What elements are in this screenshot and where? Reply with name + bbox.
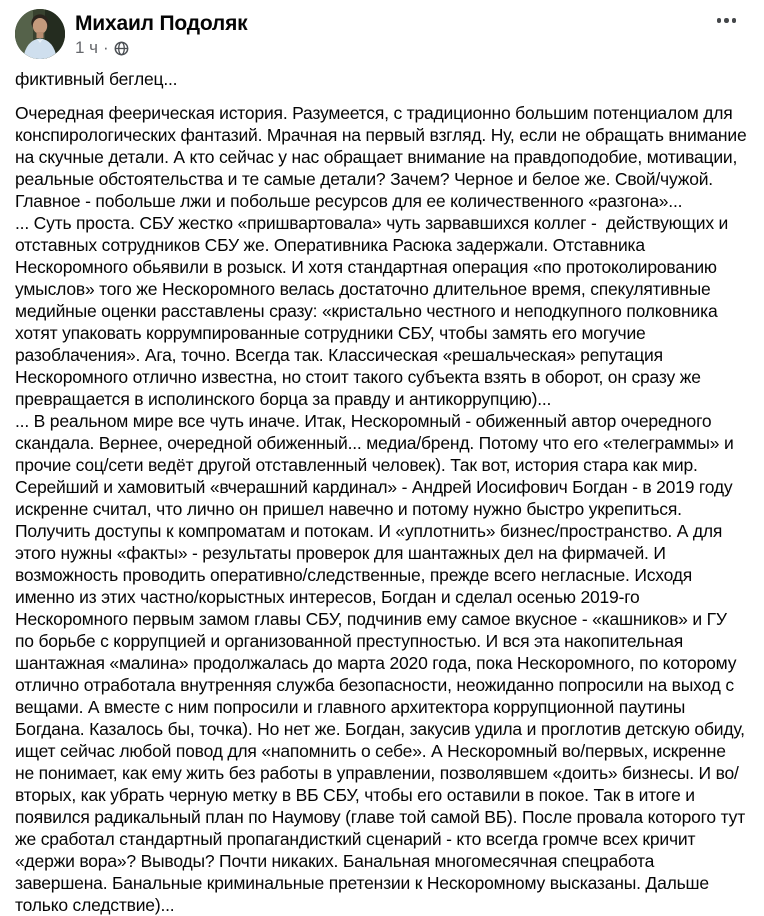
- post-paragraph: ... В реальном мире все чуть иначе. Итак, Нескоромный - обиженный автор очередного скандала. Вернее, очередной обиженный... медиа/бренд. Потому что его «телеграммы» и прочие соц/сети ведёт другой отставленный человек). Так вот, история стара как мир. Серейший и хамовитый «вчерашний кардинал» - Андрей Иосифович Богдан - в 2019 году искренне считал, что лично он пришел навечно и потому нужно быстро укрепиться. Получить доступы к компроматам и потокам. И «уплотнить» бизнес/пространство. А для этого нужны «факты» - результаты проверок для шантажных дел на фирмачей. И возможность проводить оперативно/следственные, прежде всего негласные. Исходя именно из этих частно/корыстных интересов, Богдан и сделал осенью 2019-го Нескоромного первым замом главы СБУ, подчинив ему самое вкусное - «кашников» и ГУ по борьбе с коррупцией и организованной преступностью. И вся эта накопительная шантажная «малина» продолжалась до марта 2020 года, пока Нескоромного, по которому отлично отработала внутренняя служба безопасности, неожиданно попросили на выход с вещами. А вместе с ним попросили и главного архитектора коррупционной паутины Богдана. Казалось бы, точка). Но нет же. Богдан, закусив удила и проглотив детскую обиду, ищет сейчас любой повод для «напомнить о себе». А Нескоромный во/первых, искренне не понимает, как ему жить без работы в управлении, позволявшем «доить» бизнесы. И во/вторых, как убрать черную метку в ВБ СБУ, чтобы его оставили в покое. Так в итоге и появился радикальный план по Наумову (главе той самой ВБ). После провала которого тут же сработал стандартный пропагандисткий сценарий - кто всегда громче всех кричит «держи вора»? Выводы? Почти никаких. Банальная многомесячная спецработа завершена. Банальные криминальные претензии к Нескоромному высказаны. Дальше только следствие)...: [15, 411, 750, 915]
- avatar[interactable]: [15, 9, 65, 59]
- timestamp[interactable]: 1 ч: [75, 38, 99, 57]
- author-block: [75, 9, 247, 57]
- post-paragraph: Очередная феерическая история. Разумеется, с традиционно большим потенциалом для конспирологических фантазий. Мрачная на первый взгляд. Ну, если не обращать внимание на скучные детали. А кто сейчас у нас обращает внимание на правдоподобие, мотивации, реальные обстоятельства и те самые детали? Зачем? Черное и белое же. Свой/чужой. Главное - побольше лжи и побольше ресурсов для ее количественного «разгона»...: [15, 103, 752, 211]
- post-text: [0, 63, 764, 916]
- globe-icon: [114, 41, 129, 56]
- more-options-icon: [717, 18, 722, 23]
- post-meta: [75, 38, 247, 57]
- more-options-icon: [732, 18, 737, 23]
- avatar-photo: [15, 9, 65, 59]
- post-paragraph: ... Суть проста. СБУ жестко «пришвартовала» чуть зарвавшихся коллег - действующих и отставных сотрудников СБУ же. Оперативника Расюка задержали. Отставника Нескоромного обьявили в розыск. И хотя стандартная операция «по протоколированию умыслов» того же Нескоромного велась достаточно длительное время, спекулятивные медийные оценки расставлены сразу: «кристально честного и неподкупного полковника хотят упаковать коррумпированные сотрудники СБУ, чтобы замять его могучие разоблачения». Ага, точно. Всегда так. Классическая «решальческая» репутация Нескоромного отлично известна, но стоит такого субъекта взять в оборот, он сразу же превращается в исполинского борца за правду и антикоррупцию)...: [15, 213, 733, 409]
- more-options-icon: [724, 18, 729, 23]
- more-options-button[interactable]: [713, 12, 741, 29]
- post-intro-paragraph: фиктивный беглец...: [15, 69, 178, 89]
- meta-dot-separator: ·: [103, 38, 109, 57]
- post-header: [0, 0, 764, 63]
- author-name[interactable]: Михаил Подоляк: [75, 12, 248, 35]
